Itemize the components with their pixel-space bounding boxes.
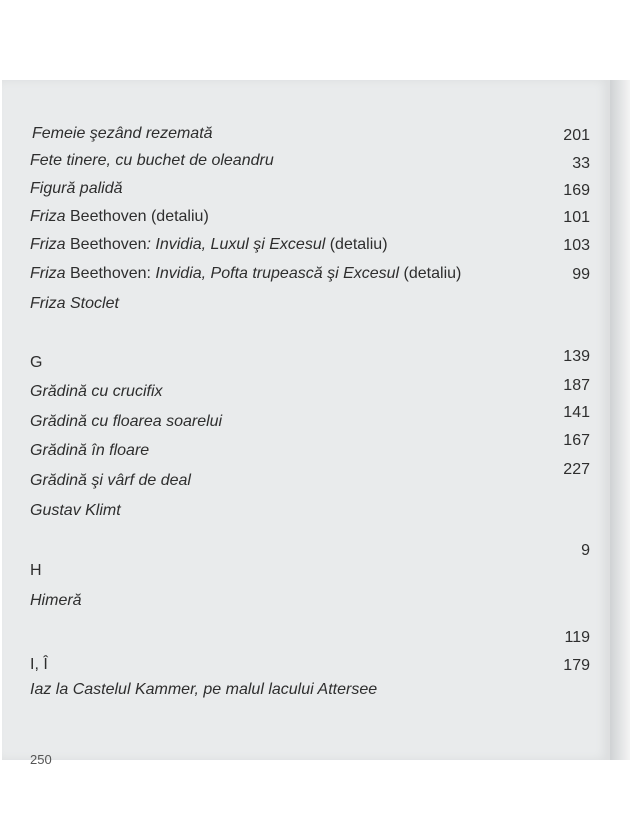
entry-page-number: 101 bbox=[563, 209, 590, 226]
index-entry bbox=[30, 208, 209, 226]
index-entry bbox=[30, 152, 274, 170]
page-number: 9 bbox=[581, 542, 590, 559]
entry-text: Femeie şezând rezemată bbox=[32, 125, 213, 142]
index-entry bbox=[30, 383, 163, 401]
entry-page-number: 33 bbox=[572, 155, 590, 172]
entry-text: Invidia, Pofta trupească şi Excesul bbox=[155, 265, 400, 282]
index-entry bbox=[30, 472, 191, 490]
section-heading: H bbox=[30, 562, 42, 579]
index-entry bbox=[30, 265, 461, 283]
page-number: 119 bbox=[564, 629, 590, 646]
entry-text: Friza Stoclet bbox=[30, 295, 119, 312]
entry-page-number: 99 bbox=[572, 266, 590, 283]
entry-text: Grădină în floare bbox=[30, 442, 150, 459]
entry-text: Himeră bbox=[30, 592, 82, 609]
entry-text: Grădină şi vârf de deal bbox=[30, 472, 191, 489]
page-edge bbox=[610, 80, 630, 760]
entry-text: Fete tinere, cu buchet de oleandru bbox=[30, 152, 274, 169]
index-entry bbox=[32, 125, 213, 143]
entry-text: Friza bbox=[30, 208, 66, 225]
index-entry bbox=[30, 681, 377, 699]
entry-page-number: 103 bbox=[563, 237, 590, 254]
entry-text: : Invidia, Luxul şi Excesul bbox=[146, 236, 326, 253]
entry-text: Beethoven (detaliu) bbox=[65, 208, 209, 225]
entry-page-number: 169 bbox=[563, 182, 590, 199]
index-entry bbox=[30, 413, 222, 431]
entry-page-number: 201 bbox=[563, 127, 590, 144]
index-entry bbox=[30, 442, 149, 460]
section-heading: G bbox=[30, 354, 43, 371]
page-number: 227 bbox=[563, 461, 590, 478]
page-number: 141 bbox=[563, 404, 590, 421]
section-heading: I, Î bbox=[30, 656, 48, 673]
entry-text: Grădină cu crucifix bbox=[30, 383, 163, 400]
index-entry bbox=[30, 180, 123, 198]
entry-text: Iaz la Castelul Kammer, pe malul lacului Attersee bbox=[30, 681, 378, 698]
page-number: 139 bbox=[563, 348, 590, 365]
page-footer-number: 250 bbox=[30, 752, 52, 767]
index-entry bbox=[30, 295, 119, 313]
entry-text: (detaliu) bbox=[399, 265, 462, 282]
entry-text: Beethoven: bbox=[65, 265, 156, 282]
index-entry bbox=[30, 592, 82, 610]
page-number: 187 bbox=[563, 377, 590, 394]
entry-text: Grădină cu floarea soarelui bbox=[30, 413, 223, 430]
entry-text: Gustav Klimt bbox=[30, 502, 121, 519]
entry-text: Friza bbox=[30, 236, 66, 253]
entry-text: (detaliu) bbox=[325, 236, 388, 253]
entry-text: Friza bbox=[30, 265, 66, 282]
page-number: 167 bbox=[563, 432, 590, 449]
page-number: 179 bbox=[563, 657, 590, 674]
index-entry bbox=[30, 502, 121, 520]
entry-text: Beethoven bbox=[65, 236, 147, 253]
entry-text: Figură palidă bbox=[30, 180, 123, 197]
index-entry bbox=[30, 236, 388, 254]
